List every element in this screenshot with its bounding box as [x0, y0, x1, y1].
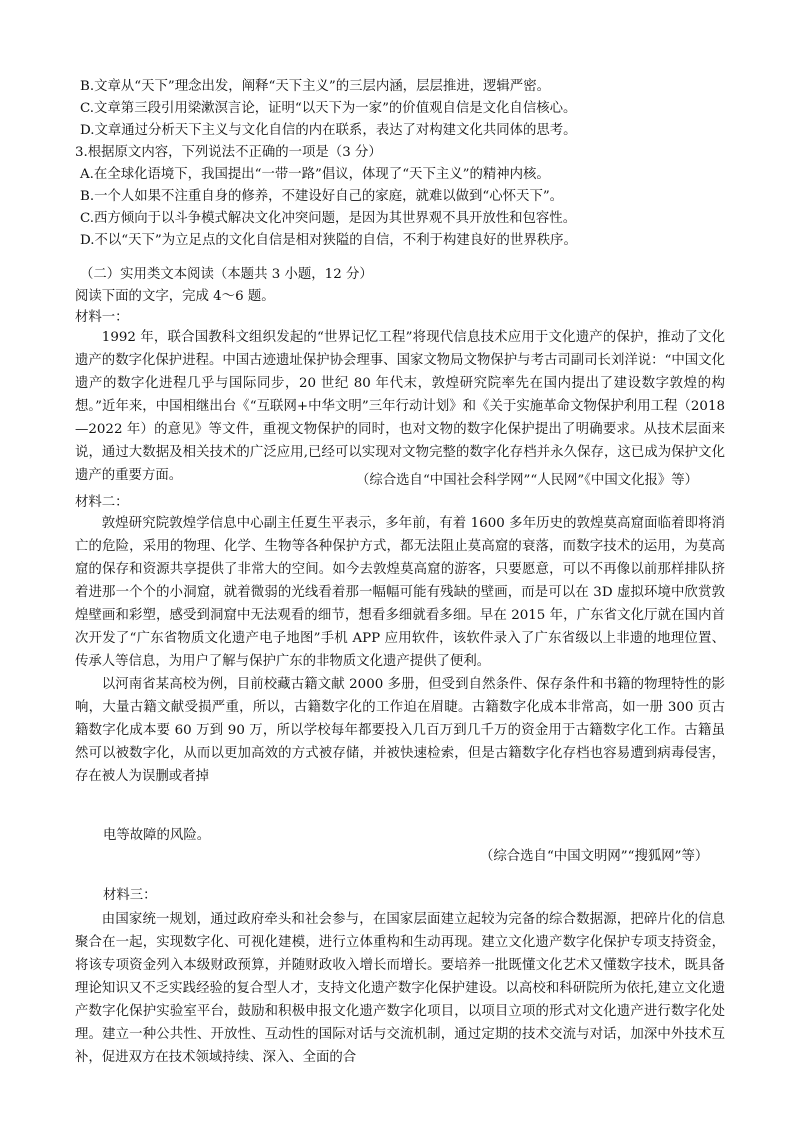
material-2-label: 材料二：: [75, 495, 129, 510]
q2-option-c: C.文章第三段引用梁漱溟言论，证明“以天下为一家”的价值观自信是文化自信核心。: [80, 101, 577, 116]
material-1-body: [75, 326, 725, 487]
q3-option-c: C.西方倾向于以斗争模式解决文化冲突问题，是因为其世界观不具开放性和包容性。: [80, 211, 577, 226]
material-2-body: [75, 512, 725, 788]
section-instruction: 阅读下面的文字，完成 4～6 题。: [75, 289, 275, 304]
material-1-source: （综合选自“中国社会科学网”“人民网”《中国文化报》等）: [356, 473, 699, 488]
material-3-label: 材料三：: [103, 888, 157, 903]
material-1-paragraph: 1992 年，联合国教科文组织发起的“世界记忆工程”将现代信息技术应用于文化遗产的保护，推动了文化遗产的数字化保护进程。中国古迹遗址保护协会理事、国家文物局文物保护与考古司副司长刘洋说：“中国文化遗产的数字化进程几乎与国际同步，20 世纪 80 年代末，敦煌研究院率先在国内提出了建设数字敦煌的构想。”近年来，中国相继出台《“互联网+中华文明”三年行动计划》和《关于实施革命文物保护利用工程（2018 —2022 年）的意见》等文件，重视文物保护的同时，也对文物的数字化保护提出了明确要求。从技术层面来说，通过大数据及相关技术的广泛应用,已经可以实现对文物完整的数字化存档并永久保存，这已成为保护文化遗产的重要方面。: [75, 330, 725, 483]
section-heading: （二）实用类文本阅读（本题共 3 小题，12 分）: [80, 267, 373, 282]
q2-option-d: D.文章通过分析天下主义与文化自信的内在联系，表达了对构建文化共同体的思考。: [80, 123, 577, 138]
material-2-continuation: 电等故障的风险。: [103, 828, 211, 843]
q3-option-a: A.在全球化语境下，我国提出“一带一路”倡议，体现了“天下主义”的精神内核。: [80, 167, 550, 182]
q3-stem: 3.根据原文内容，下列说法不正确的一项是（3 分）: [75, 145, 382, 160]
material-2-paragraph-1: 敦煌研究院敦煌学信息中心副主任夏生平表示，多年前，有着 1600 多年历史的敦煌莫高窟面临着即将消亡的危险，采用的物理、化学、生物等各种保护方式，都无法阻止莫高窟的衰落，而数字技术的运用，为莫高窟的保存和资源共享提供了非常大的空间。如今去敦煌莫高窟的游客，只要愿意，可以不再像以前那样排队挤着进那一个个的小洞窟，就着微弱的光线看着那一幅幅可能有残缺的壁画，而是可以在 3D 虚拟环境中欣赏敦煌壁画和彩塑，感受到洞窟中无法观看的细节，想看多细就看多细。早在 2015 年，广东省文化厅就在国内首次开发了“广东省物质文化遗产电子地图”手机 APP 应用软件，该软件录入了广东省级以上非遗的地理位置、传承人等信息，为用户了解与保护广东的非物质文化遗产提供了便利。: [75, 516, 725, 669]
material-1-label: 材料一：: [75, 310, 129, 325]
material-3-paragraph: 由国家统一规划，通过政府牵头和社会参与，在国家层面建立起较为完备的综合数据源，把碎片化的信息聚合在一起，实现数字化、可视化建模，进行立体重构和生动再现。建立文化遗产数字化保护专项支持资金，将该专项资金列入本级财政预算，并随财政收入增长而增长。要培养一批既懂文化艺术又懂数字技术，既具备理论知识又不乏实践经验的复合型人才，支持文化遗产数字化保护建设。以高校和科研院所为依托,建立文化遗产数字化保护实验室平台，鼓励和积极申报文化遗产数字化项目，以项目立项的形式对文化遗产进行数字化处理。建立一种公共性、开放性、互动性的国际对话与交流机制，通过定期的技术交流与对话，加深中外技术互补，促进双方在技术领域持续、深入、全面的合: [75, 912, 725, 1065]
q3-option-b: B.一个人如果不注重自身的修养，不建设好自己的家庭，就难以做到“心怀天下”。: [80, 189, 564, 204]
material-2-paragraph-2: 以河南省某高校为例，目前校藏古籍文献 2000 多册，但受到自然条件、保存条件和书籍的物理特性的影响，大量古籍文献受损严重，所以，古籍数字化的工作迫在眉睫。古籍数字化成本非常高，如一册 300 页古籍数字化成本要 60 万到 90 万，所以学校每年都要投入几百万到几千万的资金用于古籍数字化工作。古籍虽然可以被数字化，从而以更加高效的方式被存储，并被快速检索，但是古籍数字化存档也容易遭到病毒侵害，存在被人为误删或者掉: [75, 677, 725, 784]
q2-option-b: B.文章从“天下”理念出发，阐释“天下主义”的三层内涵，层层推进，逻辑严密。: [80, 79, 550, 94]
q3-option-d: D.不以“天下”为立足点的文化自信是相对狭隘的自信，不利于构建良好的世界秩序。: [80, 233, 577, 248]
material-3-body: [75, 908, 725, 1069]
material-2-source: （综合选自“中国文明网”“搜狐网”等）: [480, 849, 709, 864]
